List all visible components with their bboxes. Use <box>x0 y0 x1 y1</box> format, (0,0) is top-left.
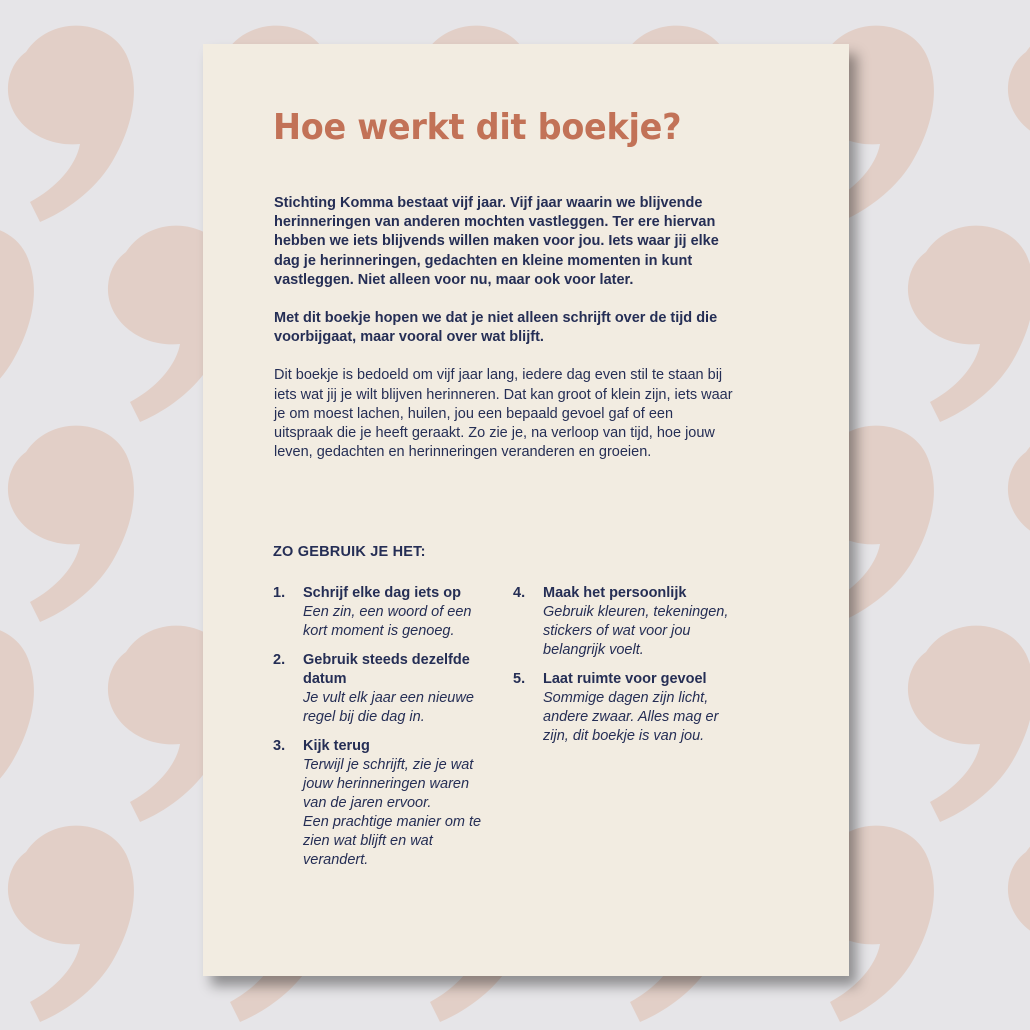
page-title: Hoe werkt dit boekje? <box>273 107 682 148</box>
comma-mark <box>1008 26 1030 222</box>
step-number: 3. <box>273 738 286 754</box>
booklet-page <box>203 44 849 976</box>
step-description: Gebruik kleuren, tekeningen, stickers of wat voor jou belangrijk voelt. <box>543 604 729 658</box>
step-item <box>513 584 733 660</box>
comma-mark <box>908 626 1030 822</box>
comma-mark <box>1008 426 1030 622</box>
step-description: Sommige dagen zijn licht, andere zwaar. Alles mag er zijn, dit boekje is van jou. <box>543 690 719 744</box>
comma-mark <box>0 626 34 822</box>
step-number: 5. <box>513 671 526 687</box>
intro-paragraph: Stichting Komma bestaat vijf jaar. Vijf jaar waarin we blijvende herinneringen van anderen mochten vastleggen. Ter ere hiervan hebben we iets blijvends willen maken voor jou. Iets waar jij elke dag je herinneringen, gedachten en kleine momenten in kunt vastleggen. Niet alleen voor nu, maar ook voor later. <box>274 195 719 288</box>
step-item <box>273 737 483 870</box>
intro-paragraph: Met dit boekje hopen we dat je niet alleen schrijft over de tijd die voorbijgaat, maar vooral over wat blijft. <box>274 310 718 346</box>
step-item <box>273 584 483 641</box>
step-title: Schrijf elke dag iets op <box>303 585 461 601</box>
step-number: 2. <box>273 652 286 668</box>
step-description: Een zin, een woord of een kort moment is genoeg. <box>303 604 472 639</box>
step-number: 1. <box>273 585 286 601</box>
step-description: Je vult elk jaar een nieuwe regel bij die dag in. <box>303 690 474 725</box>
step-description: Terwijl je schrijft, zie je wat jouw herinneringen waren van de jaren ervoor. Een prachtige manier om te zien wat blijft en wat verandert. <box>303 757 482 868</box>
comma-mark <box>8 826 134 1022</box>
step-title: Gebruik steeds dezelfde datum <box>303 652 470 687</box>
section-heading: ZO GEBRUIK JE HET: <box>273 544 426 560</box>
step-title: Laat ruimte voor gevoel <box>543 671 707 687</box>
comma-mark <box>8 26 134 222</box>
step-number: 4. <box>513 585 526 601</box>
comma-mark <box>1008 826 1030 1022</box>
step-item <box>513 670 733 746</box>
comma-mark <box>908 226 1030 422</box>
step-title: Kijk terug <box>303 738 370 754</box>
comma-mark <box>0 226 34 422</box>
step-item <box>273 651 483 727</box>
steps-column-right <box>513 584 733 756</box>
intro-text <box>274 194 734 481</box>
intro-paragraph: Dit boekje is bedoeld om vijf jaar lang, iedere dag even stil te staan bij iets wat jij je wilt blijven herinneren. Dat kan groot of klein zijn, iets waar je om moest lachen, huilen, jou een bepaald gevoel gaf of een uitspraak die je heeft geraakt. Zo zie je, na verloop van tijd, hoe jouw leven, gedachten en herinneringen veranderen en groeien. <box>274 367 733 461</box>
steps-column-left <box>273 584 483 880</box>
comma-mark <box>8 426 134 622</box>
step-title: Maak het persoonlijk <box>543 585 687 601</box>
